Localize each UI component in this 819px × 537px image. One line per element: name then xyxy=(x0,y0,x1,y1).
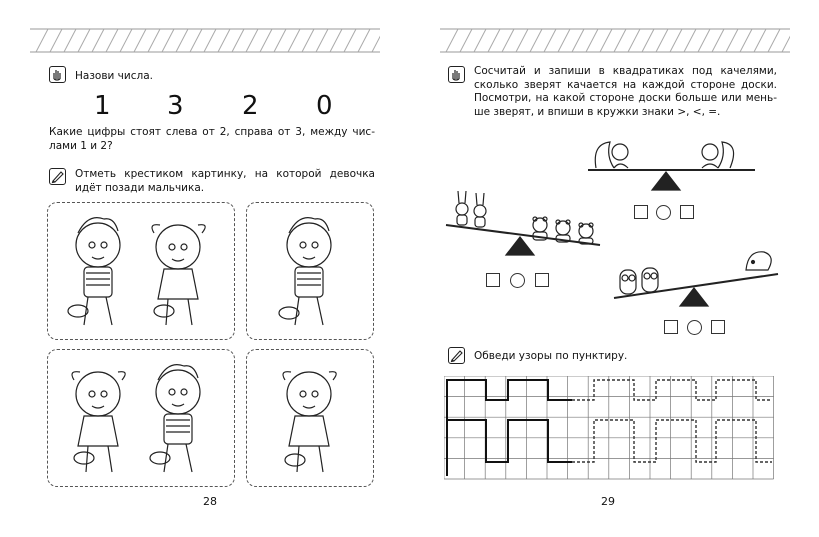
hand-counting-icon xyxy=(49,66,66,83)
left-header-lines xyxy=(30,28,380,54)
boy-illustration xyxy=(247,203,373,339)
seesaw-owls-hedgehog xyxy=(608,240,788,315)
picture-option-1[interactable] xyxy=(47,202,235,340)
answer-box-right[interactable] xyxy=(535,273,549,287)
hand-counting-icon xyxy=(448,66,465,83)
picture-option-3[interactable] xyxy=(47,349,235,487)
answer-circle[interactable] xyxy=(687,320,702,335)
boy-girl-illustration xyxy=(48,203,234,339)
answer-box-left[interactable] xyxy=(664,320,678,334)
number-3: 2 xyxy=(242,91,259,121)
number-4: 0 xyxy=(316,91,333,121)
seesaw-rabbits-bears xyxy=(440,185,610,265)
right-header-lines xyxy=(440,28,790,54)
number-2: 3 xyxy=(167,91,184,121)
number-1: 1 xyxy=(94,91,111,121)
tracing-grid[interactable] xyxy=(444,376,774,482)
page-number-right: 29 xyxy=(601,495,615,508)
picture-option-2[interactable] xyxy=(246,202,374,340)
answer-circle[interactable] xyxy=(656,205,671,220)
answer-box-left[interactable] xyxy=(634,205,648,219)
task-instruction: Сосчитай и запиши в квадратиках под качелями, сколько зверят качается на каждой стороне доски. Посмотри, на какой стороне доски больше или мень-ше зверят, и впиши в кружки знаки >, <, =. xyxy=(474,65,777,118)
task-instruction: Обведи узоры по пунктиру. xyxy=(474,350,628,362)
task-question: Какие цифры стоят слева от 2, справа от 3, между чис-лами 1 и 2? xyxy=(49,126,375,152)
pencil-icon xyxy=(49,168,66,185)
girl-boy-illustration xyxy=(48,350,234,486)
answer-circle[interactable] xyxy=(510,273,525,288)
pencil-icon xyxy=(448,347,465,364)
picture-option-4[interactable] xyxy=(246,349,374,487)
task-title: Назови числа. xyxy=(75,70,153,82)
answer-box-right[interactable] xyxy=(711,320,725,334)
girl-illustration xyxy=(247,350,373,486)
answer-box-left[interactable] xyxy=(486,273,500,287)
task-instruction: Отметь крестиком картинку, на которой девочка идёт позади мальчика. xyxy=(75,168,375,194)
answer-box-right[interactable] xyxy=(680,205,694,219)
page-number-left: 28 xyxy=(203,495,217,508)
